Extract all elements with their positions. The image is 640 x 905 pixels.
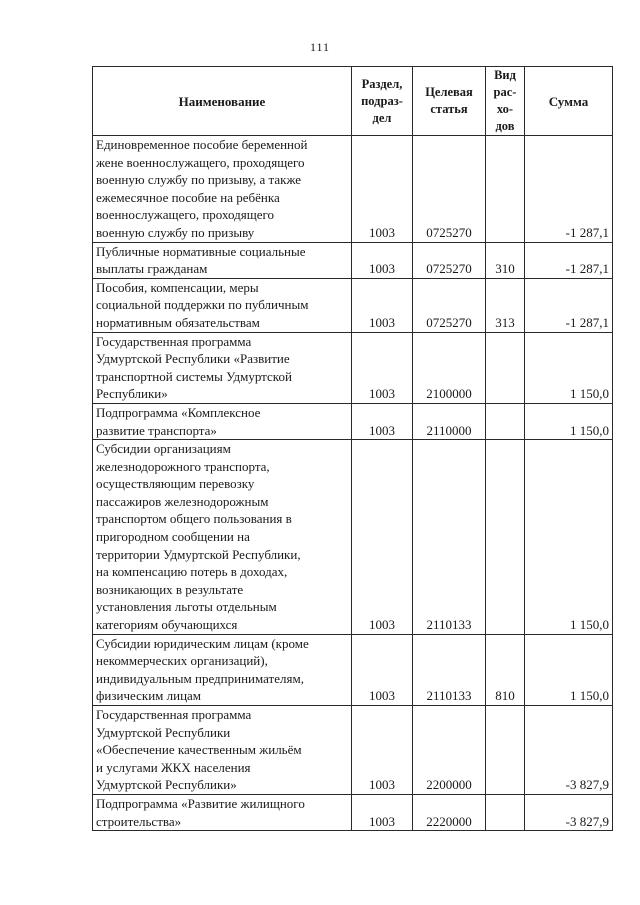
row-section: 1003 [352,440,413,635]
row-section: 1003 [352,634,413,705]
row-target: 0725270 [413,278,486,332]
row-expense [486,403,525,439]
table-row [93,403,613,439]
row-sum: -1 287,1 [525,242,613,278]
table-row [93,136,613,243]
table-row [93,794,613,830]
table-row [93,332,613,403]
page-number: 111 [309,40,331,54]
row-name: Государственная программа Удмуртской Республики «Развитие транспортной системы Удмуртской Республики» [93,332,352,403]
row-target: 2100000 [413,332,486,403]
header-row [93,67,613,136]
header-expense: Вид рас- хо- дов [486,67,525,136]
header-name: Наименование [93,67,352,136]
row-section: 1003 [352,403,413,439]
row-sum: 1 150,0 [525,440,613,635]
table-row [93,440,613,635]
row-name: Публичные нормативные социальные выплаты гражданам [93,242,352,278]
row-name: Субсидии организациям железнодорожного транспорта, осуществляющим перевозку пассажиров железнодорожным транспортом общего пользования в пригородном сообщении на территории Удмуртской Республики, на компенсацию потерь в доходах, возникающих в результате установления льготы отдельным категориям обучающихся [93,440,352,635]
row-name: Подпрограмма «Комплексное развитие транспорта» [93,403,352,439]
row-target: 2220000 [413,794,486,830]
row-section: 1003 [352,794,413,830]
row-name: Государственная программа Удмуртской Республики «Обеспечение качественным жильём и услугами ЖКХ населения Удмуртской Республики» [93,706,352,795]
row-target: 2110133 [413,440,486,635]
row-name: Подпрограмма «Развитие жилищного строительства» [93,794,352,830]
row-section: 1003 [352,278,413,332]
row-sum: 1 150,0 [525,332,613,403]
row-name: Субсидии юридическим лицам (кроме некоммерческих организаций), индивидуальным предпринимателям, физическим лицам [93,634,352,705]
row-sum: -3 827,9 [525,794,613,830]
row-sum: 1 150,0 [525,634,613,705]
row-section: 1003 [352,332,413,403]
table-row [93,278,613,332]
row-target: 2110133 [413,634,486,705]
row-name: Единовременное пособие беременной жене военнослужащего, проходящего военную службу по призыву, а также ежемесячное пособие на ребёнка военнослужащего, проходящего военную службу по призыву [93,136,352,243]
row-target: 2200000 [413,706,486,795]
budget-table [92,66,613,831]
table-row [93,634,613,705]
row-section: 1003 [352,136,413,243]
header-sum: Сумма [525,67,613,136]
row-section: 1003 [352,706,413,795]
row-target: 2110000 [413,403,486,439]
row-expense [486,136,525,243]
row-target: 0725270 [413,136,486,243]
row-expense: 810 [486,634,525,705]
table-row [93,242,613,278]
row-sum: -3 827,9 [525,706,613,795]
row-expense [486,706,525,795]
row-name: Пособия, компенсации, меры социальной поддержки по публичным нормативным обязательствам [93,278,352,332]
row-expense: 310 [486,242,525,278]
row-sum: -1 287,1 [525,136,613,243]
row-sum: 1 150,0 [525,403,613,439]
row-sum: -1 287,1 [525,278,613,332]
table-row [93,706,613,795]
row-section: 1003 [352,242,413,278]
header-section: Раздел, подраз- дел [352,67,413,136]
row-expense [486,440,525,635]
header-target: Целевая статья [413,67,486,136]
row-expense [486,794,525,830]
row-expense [486,332,525,403]
row-target: 0725270 [413,242,486,278]
row-expense: 313 [486,278,525,332]
